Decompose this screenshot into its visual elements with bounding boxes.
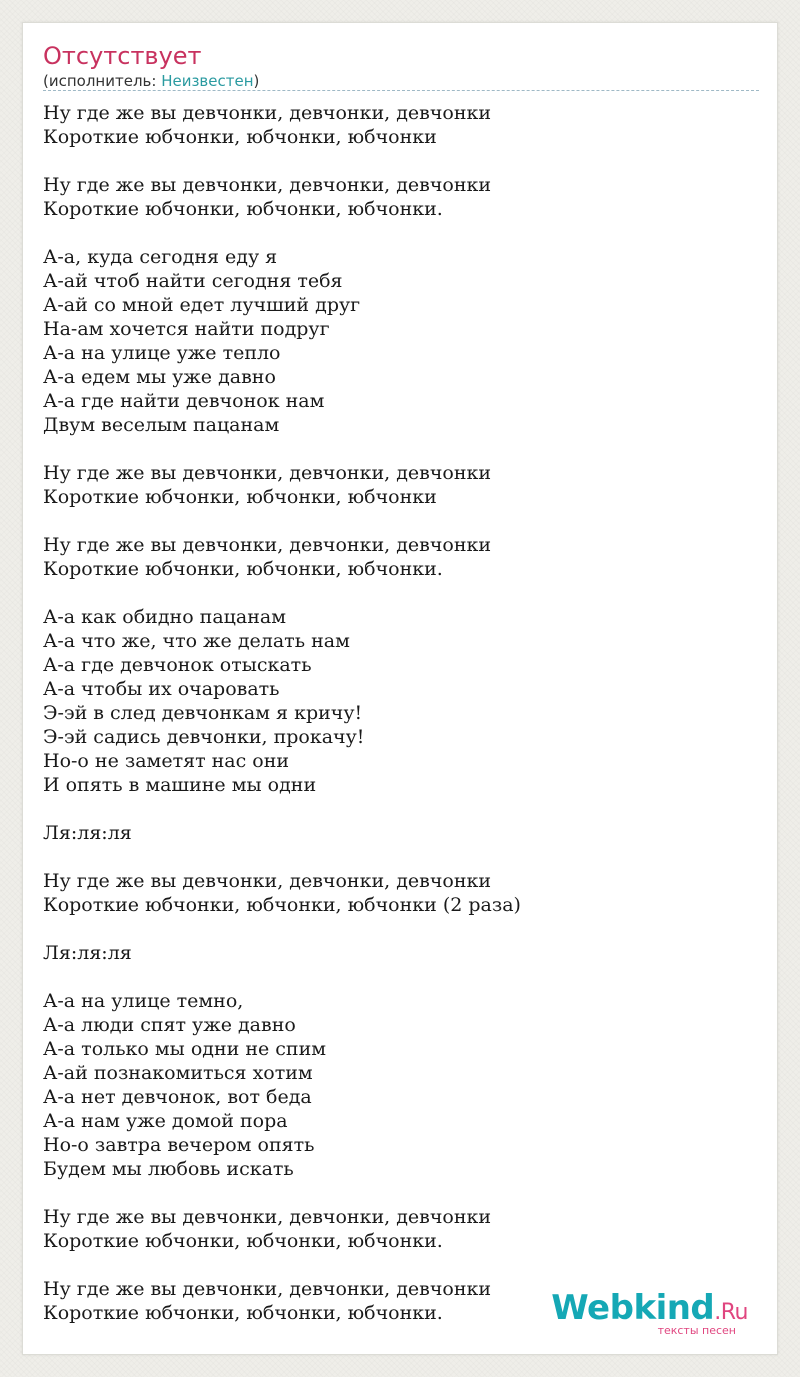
logo-name: Webkind (551, 1288, 715, 1328)
logo-tagline: тексты песен (657, 1324, 736, 1337)
artist-link[interactable]: Неизвестен (161, 72, 254, 90)
site-logo[interactable] (551, 1288, 760, 1337)
artist-suffix: ) (253, 72, 260, 90)
lyrics-card (22, 22, 778, 1355)
song-title: Отсутствует (43, 42, 202, 70)
lyrics-text: Ну где же вы девчонки, девчонки, девчонки Короткие юбчонки, юбчонки, юбчонки Ну где же вы девчонки, девчонки, девчонки Короткие юбчонки, юбчонки, юбчонки. А-а, куда сегодня еду я А-ай чтоб найти сегодня тебя А-ай со мной едет лучший друг На-ам хочется найти подруг А-а на улице уже тепло А-а едем мы уже давно А-а где найти девчонок нам Двум веселым пацанам Ну где же вы девчонки, девчонки, девчонки Короткие юбчонки, юбчонки, юбчонки Ну где же вы девчонки, девчонки, девчонки Короткие юбчонки, юбчонки, юбчонки. А-а как обидно пацанам А-а что же, что же делать нам А-а где девчонок отыскать А-а чтобы их очаровать Э-эй в след девчонкам я кричу! Э-эй садись девчонки, прокачу! Но-о не заметят нас они И опять в машине мы одни Ля:ля:ля Ну где же вы девчонки, девчонки, девчонки Короткие юбчонки, юбчонки, юбчонки (2 раза) Ля:ля:ля А-а на улице темно, А-а люди спят уже давно А-а только мы одни не спим А-ай познакомиться хотим А-а нет девчонок, вот беда А-а нам уже домой пора Но-о завтра вечером опять Будем мы любовь искать Ну где же вы девчонки, девчонки, девчонки Короткие юбчонки, юбчонки, юбчонки. Ну где же вы девчонки, девчонки, девчонки Короткие юбчонки, юбчонки, юбчонки. (43, 102, 521, 1324)
header-divider (43, 90, 759, 91)
artist-prefix: (исполнитель: (43, 72, 162, 90)
artist-line (43, 71, 259, 91)
logo-tld: .Ru (714, 1300, 748, 1325)
